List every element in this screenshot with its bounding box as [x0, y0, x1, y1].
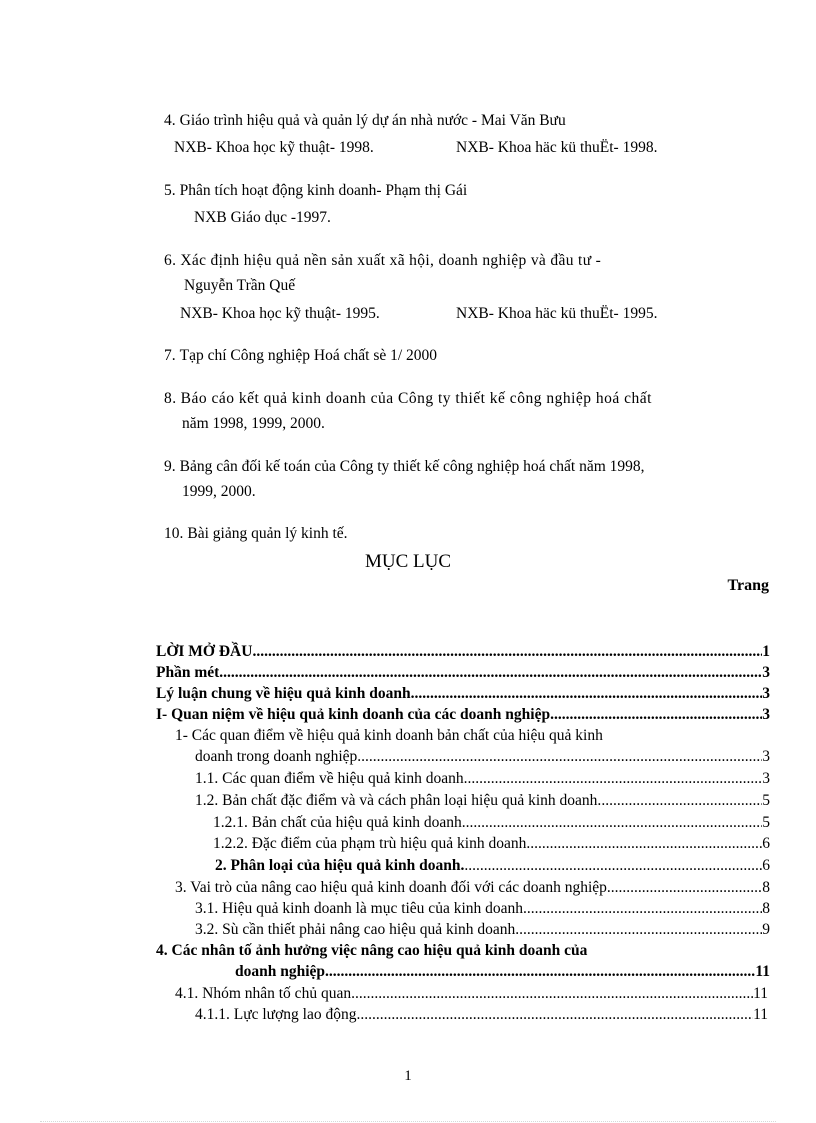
toc-leader-dots — [554, 706, 762, 724]
toc-entry-label: 4.1. Nhóm nhân tố chủ quan — [175, 985, 352, 1002]
reference-number: 7. — [164, 347, 176, 364]
reference-item-8 — [164, 389, 652, 409]
toc-leader-dots — [601, 792, 762, 810]
toc-entry[interactable] — [195, 748, 770, 766]
toc-leader-dots — [611, 879, 762, 897]
page-bottom-divider — [40, 1121, 776, 1122]
reference-text: Xác định hiệu quả nền sản xuất xã hội, doanh nghiệp và đầu tư - — [180, 252, 602, 269]
toc-entry[interactable] — [213, 835, 770, 853]
toc-entry-label-continued: doanh trong doanh nghiệp. — [195, 748, 362, 765]
reference-number: 8. — [164, 390, 177, 407]
reference-item-6 — [164, 251, 601, 271]
toc-entry-label[interactable]: 4. Các nhân tố ảnh hưởng việc nâng cao hiệu quả kinh doanh của — [156, 942, 588, 959]
toc-leader-dots — [466, 814, 763, 832]
toc-entry-label: Lý luận chung về hiệu quả kinh doanh — [156, 685, 411, 702]
toc-leader-dots — [411, 685, 763, 703]
toc-entry-label-continued: doanh nghiệp — [235, 963, 326, 980]
toc-entry[interactable] — [235, 963, 770, 981]
reference-text: Giáo trình hiệu quả và quản lý dự án nhà nước - Mai Văn Bưu — [179, 112, 566, 129]
toc-leader-dots — [360, 1006, 753, 1024]
reference-text-continued: 1999, 2000. — [182, 483, 256, 500]
toc-entry-page: 3 — [762, 748, 770, 765]
toc-entry-label: I- Quan niệm về hiệu quả kinh doanh của các doanh nghiệp. — [156, 706, 554, 723]
toc-entry-page: 11 — [753, 1006, 768, 1023]
toc-entry-page: 5 — [762, 792, 770, 809]
reference-publisher: NXB- Khoa học kỹ thuật- 1995. — [180, 305, 380, 322]
toc-entry[interactable] — [195, 921, 770, 939]
toc-entry-page: 3 — [762, 770, 770, 787]
page-number: 1 — [404, 1068, 412, 1084]
toc-entry[interactable] — [195, 792, 770, 810]
toc-entry-label: 2. Phân loại của hiệu quả kinh doanh. — [215, 857, 465, 874]
toc-entry-label: 1.2. Bản chất đặc điểm và và cách phân loại hiệu quả kinh doanh. — [195, 792, 602, 809]
toc-entry[interactable] — [175, 985, 768, 1003]
toc-entry-page: 3 — [762, 664, 770, 681]
reference-text: Bài giảng quản lý kinh tế. — [187, 525, 348, 542]
toc-entry-page: 11 — [755, 963, 770, 980]
reference-publisher-garbled: NXB- Khoa häc kü thuËt- 1995. — [456, 305, 658, 322]
reference-item-10 — [164, 524, 348, 544]
reference-text: Báo cáo kết quả kinh doanh của Công ty thiết kế công nghiệp hoá chất — [180, 390, 652, 407]
reference-item-4 — [164, 111, 566, 131]
toc-leader-dots — [464, 857, 762, 875]
reference-publisher: NXB Giáo dục -1997. — [194, 209, 331, 226]
toc-entry-label: 1.1. Các quan điểm về hiệu quả kinh doanh — [195, 770, 464, 787]
reference-item-7 — [164, 346, 437, 366]
toc-entry[interactable] — [195, 770, 770, 788]
toc-leader-dots — [351, 985, 753, 1003]
toc-entry[interactable] — [195, 1006, 768, 1024]
toc-entry[interactable] — [215, 857, 770, 875]
toc-page-column-header: Trang — [727, 577, 769, 594]
reference-text-continued: năm 1998, 1999, 2000. — [182, 415, 325, 432]
reference-number: 4. — [164, 112, 176, 129]
toc-leader-dots — [325, 963, 755, 981]
toc-entry-label: 1.2.2. Đặc điểm của phạm trù hiệu quả kinh doanh. — [213, 835, 531, 852]
toc-entry[interactable] — [156, 685, 770, 703]
toc-entry-page: 8 — [762, 879, 770, 896]
toc-entry-page: 3 — [762, 706, 770, 723]
toc-entry-label: 3.2. Sù cần thiết phải nâng cao hiệu quả kinh doanh. — [195, 921, 520, 938]
toc-leader-dots — [527, 900, 762, 918]
reference-number: 5. — [164, 182, 176, 199]
reference-text-continued: Nguyễn Trần Quế — [184, 277, 296, 294]
toc-leader-dots — [519, 921, 762, 939]
toc-entry-page: 8 — [762, 900, 770, 917]
reference-publisher-garbled: NXB- Khoa häc kü thuËt- 1998. — [456, 139, 658, 156]
toc-entry[interactable] — [195, 900, 770, 918]
toc-entry[interactable] — [175, 879, 770, 897]
toc-entry-page: 6 — [762, 857, 770, 874]
toc-entry-label: 1.2.1. Bản chất của hiệu quả kinh doanh. — [213, 814, 466, 831]
toc-entry-label: 3.1. Hiệu quả kinh doanh là mục tiêu của kinh doanh. — [195, 900, 527, 917]
reference-text: Bảng cân đối kế toán của Công ty thiết kế công nghiệp hoá chất năm 1998, — [179, 458, 645, 475]
toc-entry[interactable] — [156, 664, 770, 682]
toc-entry-label: Phần mét — [156, 664, 220, 681]
toc-entry-label: LỜI MỞ ĐẦU — [156, 643, 253, 660]
toc-leader-dots — [530, 835, 762, 853]
toc-leader-dots — [361, 748, 762, 766]
toc-entry-label: 3. Vai trò của nâng cao hiệu quả kinh doanh đối với các doanh nghiệp. — [175, 879, 611, 896]
toc-entry-page: 3 — [762, 685, 770, 702]
reference-text: Phân tích hoạt động kinh doanh- Phạm thị Gái — [179, 182, 468, 199]
toc-leader-dots — [252, 643, 762, 661]
reference-text: Tạp chí Công nghiệp Hoá chất sè 1/ 2000 — [179, 347, 438, 364]
toc-entry-page: 1 — [762, 643, 770, 660]
reference-number: 10. — [164, 525, 184, 542]
reference-publisher: NXB- Khoa học kỹ thuật- 1998. — [174, 139, 374, 156]
toc-entry-page: 5 — [762, 814, 770, 831]
toc-entry-page: 11 — [753, 985, 768, 1002]
reference-item-9 — [164, 457, 645, 477]
toc-leader-dots — [464, 770, 763, 788]
toc-entry-label: 4.1.1. Lực lượng lao động. — [195, 1006, 361, 1023]
toc-entry-page: 9 — [762, 921, 770, 938]
toc-entry[interactable] — [156, 643, 770, 661]
toc-entry-label[interactable]: 1- Các quan điểm về hiệu quả kinh doanh bản chất của hiệu quả kinh — [175, 727, 603, 744]
reference-item-5 — [164, 181, 467, 201]
toc-title: MỤC LỤC — [364, 551, 452, 572]
toc-entry[interactable] — [156, 706, 770, 724]
toc-entry[interactable] — [213, 814, 770, 832]
toc-entry-page: 6 — [762, 835, 770, 852]
toc-leader-dots — [219, 664, 762, 682]
reference-number: 9. — [164, 458, 176, 475]
reference-number: 6. — [164, 252, 177, 269]
